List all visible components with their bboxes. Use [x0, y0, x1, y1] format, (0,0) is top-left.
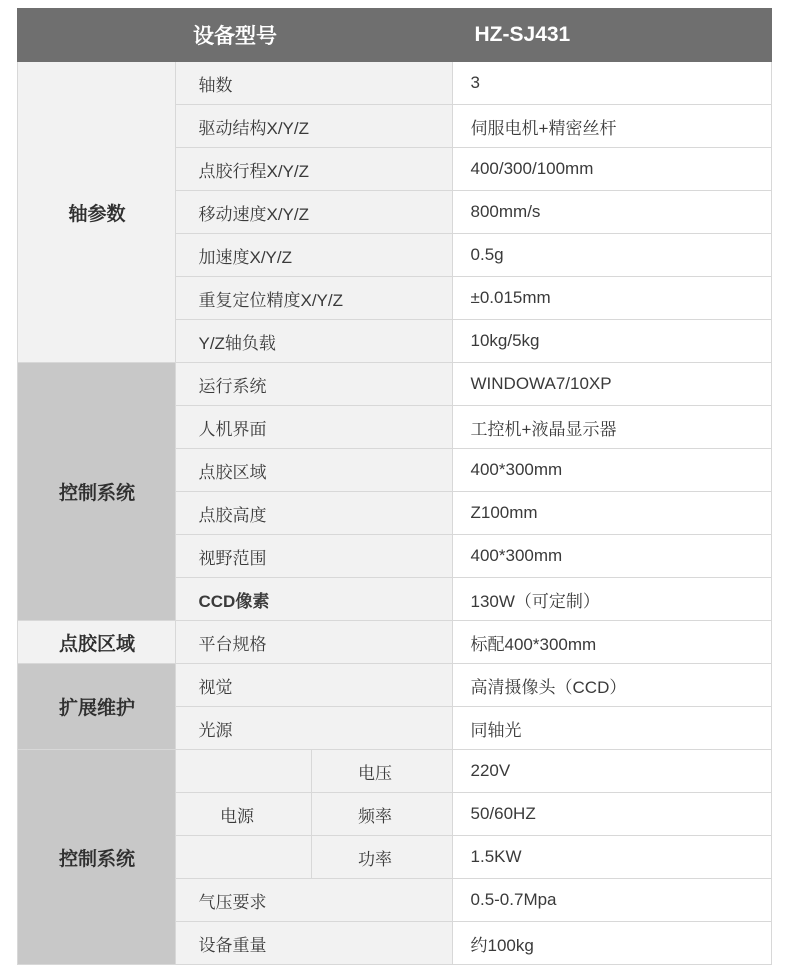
- param-value: 3: [452, 62, 771, 105]
- specification-table: [17, 8, 771, 965]
- param-value: 800mm/s: [452, 191, 771, 234]
- param-value: ±0.015mm: [452, 277, 771, 320]
- table-row: [18, 750, 771, 793]
- header-value: HZ-SJ431: [452, 9, 771, 62]
- group-label-dispensing-area: 点胶区域: [18, 621, 176, 664]
- param-label: 运行系统: [176, 363, 452, 406]
- param-label: 功率: [312, 836, 452, 879]
- group-label-axis: 轴参数: [18, 62, 176, 363]
- table-body: [18, 9, 771, 965]
- table-row: [18, 62, 771, 105]
- param-label: 人机界面: [176, 406, 452, 449]
- param-label: 设备重量: [176, 922, 452, 965]
- group-label-expansion-maintenance: 扩展维护: [18, 664, 176, 750]
- param-value: 标配400*300mm: [452, 621, 771, 664]
- param-value: 220V: [452, 750, 771, 793]
- param-label: 平台规格: [176, 621, 452, 664]
- power-label-blank-bottom: [176, 836, 312, 879]
- param-value: 伺服电机+精密丝杆: [452, 105, 771, 148]
- param-value: 10kg/5kg: [452, 320, 771, 363]
- param-label: CCD像素: [176, 578, 452, 621]
- group-label-control-system: 控制系统: [18, 363, 176, 621]
- group-label-control-system-power: 控制系统: [18, 750, 176, 965]
- table-row: [18, 621, 771, 664]
- table-row: [18, 363, 771, 406]
- param-label: 移动速度X/Y/Z: [176, 191, 452, 234]
- param-label: 重复定位精度X/Y/Z: [176, 277, 452, 320]
- param-label: 驱动结构X/Y/Z: [176, 105, 452, 148]
- param-value: 50/60HZ: [452, 793, 771, 836]
- param-value: 400*300mm: [452, 449, 771, 492]
- param-value: 同轴光: [452, 707, 771, 750]
- param-label: 气压要求: [176, 879, 452, 922]
- param-value: 1.5KW: [452, 836, 771, 879]
- param-value: 约100kg: [452, 922, 771, 965]
- param-value: 高清摄像头（CCD）: [452, 664, 771, 707]
- param-value: 130W（可定制）: [452, 578, 771, 621]
- param-label: 视野范围: [176, 535, 452, 578]
- power-source-label: 电源: [176, 793, 312, 836]
- param-label: 轴数: [176, 62, 452, 105]
- param-label: 点胶高度: [176, 492, 452, 535]
- param-label: 视觉: [176, 664, 452, 707]
- param-label: 频率: [312, 793, 452, 836]
- param-value: Z100mm: [452, 492, 771, 535]
- param-value: 工控机+液晶显示器: [452, 406, 771, 449]
- header-label: 设备型号: [18, 9, 452, 62]
- param-value: 0.5-0.7Mpa: [452, 879, 771, 922]
- param-label: 电压: [312, 750, 452, 793]
- param-value: WINDOWA7/10XP: [452, 363, 771, 406]
- power-label-blank-top: [176, 750, 312, 793]
- param-label: 加速度X/Y/Z: [176, 234, 452, 277]
- param-value: 400*300mm: [452, 535, 771, 578]
- param-label: 点胶行程X/Y/Z: [176, 148, 452, 191]
- param-value: 0.5g: [452, 234, 771, 277]
- param-value: 400/300/100mm: [452, 148, 771, 191]
- table-row: [18, 664, 771, 707]
- table-header-row: [18, 9, 771, 62]
- param-label: Y/Z轴负载: [176, 320, 452, 363]
- param-label: 光源: [176, 707, 452, 750]
- param-label: 点胶区域: [176, 449, 452, 492]
